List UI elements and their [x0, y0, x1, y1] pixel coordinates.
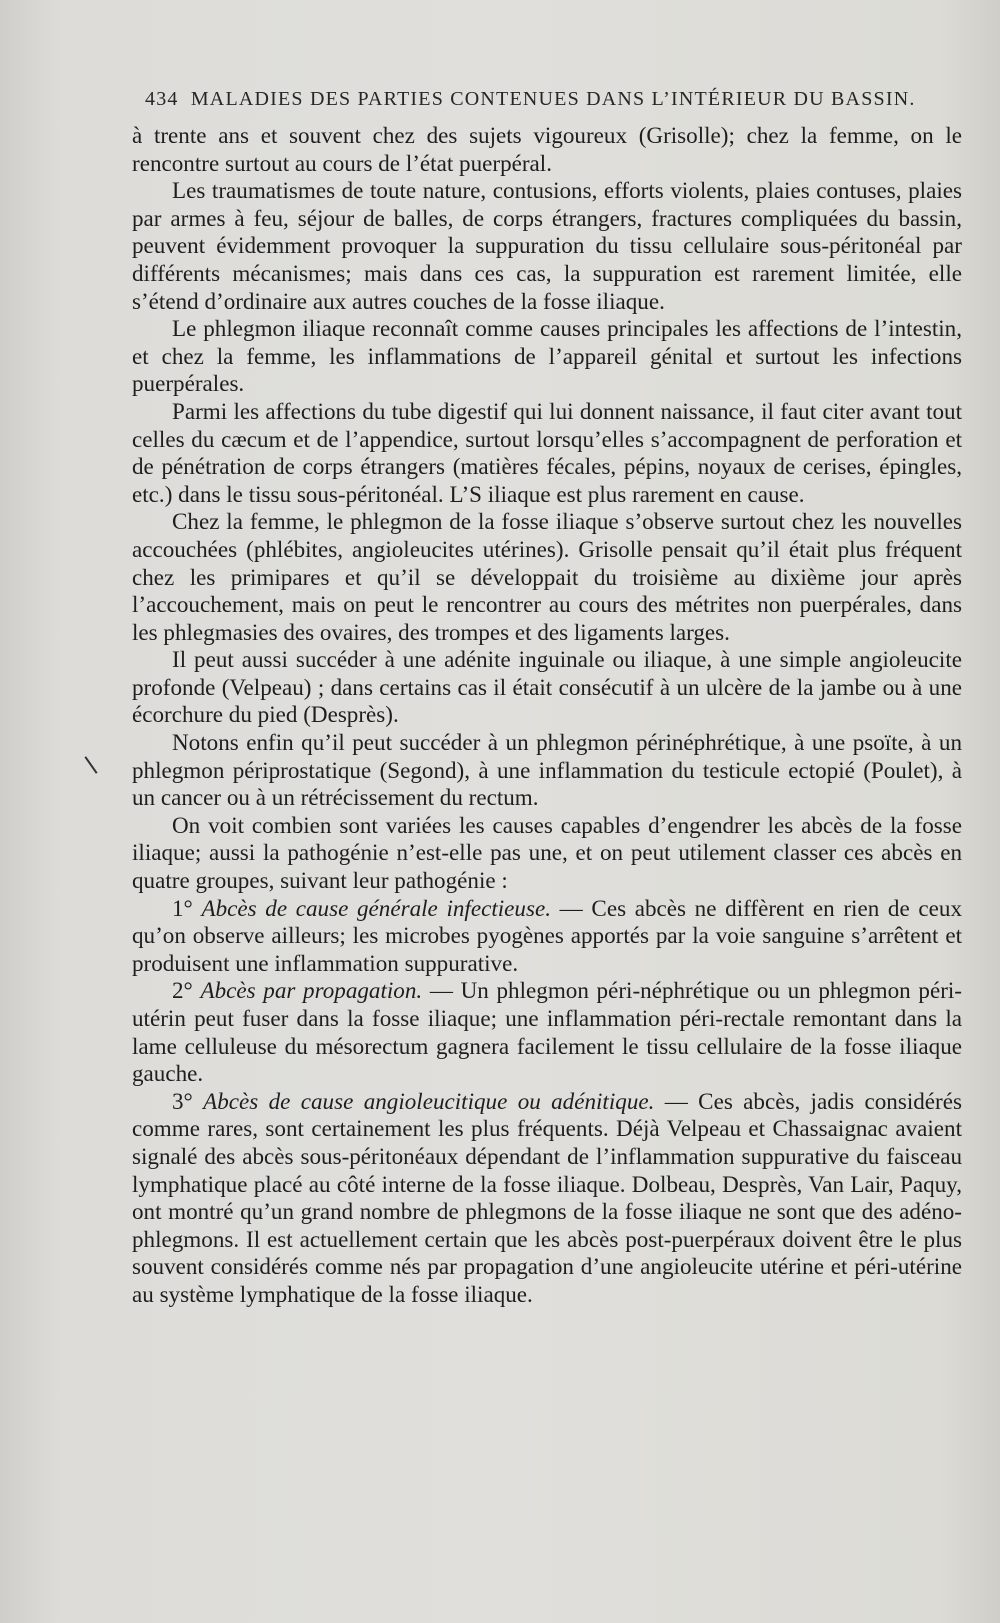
paragraph: Notons enfin qu’il peut succéder à un phlegmon périnéphrétique, à une psoïte, à un phlegmon périprostatique (Segond), à une inflammation du testicule ectopié (Poulet), à un cancer ou à un rétrécissement du rectum. — [132, 729, 962, 811]
paragraph: Les traumatismes de toute nature, contusions, efforts violents, plaies contuses, plaies par armes à feu, séjour de balles, de corps étrangers, fractures compliquées du bassin, peuvent évidemment provoquer la suppuration du tissu cellulaire sous-péritonéal par différents mécanismes; mais dans ces cas, la suppuration est rarement limitée, elle s’étend d’ordinaire aux autres couches de la fosse iliaque. — [132, 177, 962, 314]
numbered-paragraph — [132, 895, 962, 978]
running-header — [145, 88, 930, 111]
item-text: — Un phlegmon péri-néphrétique ou un phlegmon péri-utérin peut fuser dans la fosse iliaque; une inflammation péri-rectale remontant dans la lame celluleuse du mésorectum gagnera facilement le tissu cellulaire de la fosse iliaque gauche. — [132, 977, 962, 1087]
item-number: 2° — [172, 977, 193, 1004]
item-title: Abcès de cause générale infectieuse. — [201, 894, 551, 921]
item-number: 3° — [172, 1087, 193, 1114]
paragraph: On voit combien sont variées les causes capables d’engendrer les abcès de la fosse iliaque; aussi la pathogénie n’est-elle pas une, et on peut utilement classer ces abcès en quatre groupes, suivant leur pathogénie : — [132, 811, 962, 894]
item-text: — Ces abcès ne diffèrent en rien de ceux qu’on observe ailleurs; les microbes pyogènes apportés par la voie sanguine s’arrêtent et produisent une inflammation suppurative. — [132, 894, 962, 976]
paragraph: Il peut aussi succéder à une adénite inguinale ou iliaque, à une simple angioleucite profonde (Velpeau) ; dans certains cas il était consécutif à un ulcère de la jambe ou à une écorchure du pied (Desprès). — [132, 646, 962, 728]
item-title: Abcès par propagation. — [200, 977, 423, 1004]
item-text: — Ces abcès, jadis considérés comme rares, sont certainement les plus fréquents. Déjà Velpeau et Chassaignac avaient signalé des abcès sous-péritonéaux dépendant de l’inflammation suppurative du faisceau lymphatique placé au côté interne de la fosse iliaque. Dolbeau, Desprès, Van Lair, Paquy, ont montré qu’un grand nombre de phlegmons de la fosse iliaque ne sont que des adéno-phlegmons. Il est actuellement certain que les abcès post-puerpéraux doivent être le plus souvent considérés comme nés par propagation d’une angioleucite utérine et péri-utérine au système lymphatique de la fosse iliaque. — [132, 1087, 962, 1307]
paragraph: Parmi les affections du tube digestif qui lui donnent naissance, il faut citer avant tout celles du cæcum et de l’appendice, surtout lorsqu’elles s’accompagnent de perforation et de pénétration de corps étrangers (matières fécales, pépins, noyaux de cerises, épingles, etc.) dans le tissu sous-péritonéal. L’S iliaque est plus rarement en cause. — [132, 397, 962, 507]
paragraph: Chez la femme, le phlegmon de la fosse iliaque s’observe surtout chez les nouvelles accouchées (phlébites, angioleucites utérines). Grisolle pensait qu’il était plus fréquent chez les primipares et qu’il se développait du troisième au dixième jour après l’accouchement, mais on peut le rencontrer au cours des métrites non puerpérales, dans les phlegmasies des ovaires, des trompes et des ligaments larges. — [132, 508, 962, 645]
page-number: 434 — [145, 88, 179, 110]
numbered-paragraph — [132, 977, 962, 1087]
item-title: Abcès de cause angioleucitique ou adénitique. — [203, 1087, 655, 1114]
margin-pencil-mark — [84, 756, 97, 774]
running-title: MALADIES DES PARTIES CONTENUES DANS L’INTÉRIEUR DU BASSIN. — [190, 88, 916, 110]
numbered-paragraph — [132, 1088, 962, 1309]
body-text — [132, 122, 962, 1309]
item-number: 1° — [172, 894, 193, 921]
paragraph: Le phlegmon iliaque reconnaît comme causes principales les affections de l’intestin, et chez la femme, les inflammations de l’appareil génital et surtout les infections puerpérales. — [132, 315, 962, 397]
paragraph: à trente ans et souvent chez des sujets vigoureux (Grisolle); chez la femme, on le rencontre surtout au cours de l’état puerpéral. — [132, 122, 962, 176]
